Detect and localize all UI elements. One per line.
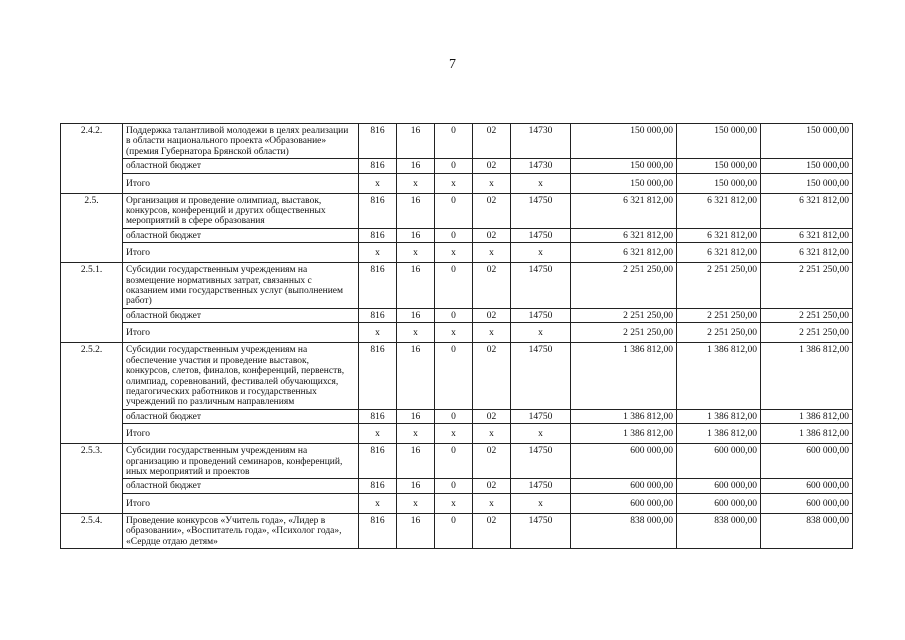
code-cell: 16 bbox=[397, 513, 435, 548]
amount-cell: 1 386 812,00 bbox=[677, 343, 761, 409]
empty-cell bbox=[61, 424, 123, 444]
code-cell: 02 bbox=[473, 124, 511, 159]
amount-cell: 600 000,00 bbox=[677, 493, 761, 513]
table-row bbox=[61, 444, 853, 479]
amount-cell: 600 000,00 bbox=[677, 479, 761, 493]
code-cell: x bbox=[511, 243, 571, 263]
item-name: Проведение конкурсов «Учитель года», «Лидер в образовании», «Воспитатель года», «Психолог года», «Сердце отдаю детям» bbox=[123, 513, 359, 548]
amount-cell: 150 000,00 bbox=[571, 159, 677, 173]
code-cell: 0 bbox=[435, 343, 473, 409]
code-cell: 0 bbox=[435, 193, 473, 228]
code-cell: 816 bbox=[359, 308, 397, 322]
code-cell: 816 bbox=[359, 193, 397, 228]
code-cell: x bbox=[435, 493, 473, 513]
empty-cell bbox=[61, 159, 123, 173]
table-row bbox=[61, 308, 853, 322]
amount-cell: 2 251 250,00 bbox=[761, 263, 853, 309]
total-label: Итого bbox=[123, 243, 359, 263]
code-cell: x bbox=[511, 323, 571, 343]
code-cell: x bbox=[473, 243, 511, 263]
item-name: Поддержка талантливой молодежи в целях реализации в области национального проекта «Образование» (премия Губернатора Брянской области) bbox=[123, 124, 359, 159]
amount-cell: 600 000,00 bbox=[761, 479, 853, 493]
code-cell: x bbox=[473, 173, 511, 193]
amount-cell: 6 321 812,00 bbox=[677, 243, 761, 263]
code-cell: x bbox=[397, 243, 435, 263]
amount-cell: 600 000,00 bbox=[571, 493, 677, 513]
table-row bbox=[61, 513, 853, 548]
code-cell: 02 bbox=[473, 409, 511, 423]
code-cell: 16 bbox=[397, 444, 435, 479]
code-cell: 14730 bbox=[511, 159, 571, 173]
code-cell: 0 bbox=[435, 228, 473, 242]
table-row bbox=[61, 479, 853, 493]
amount-cell: 1 386 812,00 bbox=[571, 424, 677, 444]
amount-cell: 600 000,00 bbox=[761, 493, 853, 513]
table-row bbox=[61, 228, 853, 242]
amount-cell: 2 251 250,00 bbox=[677, 323, 761, 343]
table-row bbox=[61, 193, 853, 228]
code-cell: 14750 bbox=[511, 193, 571, 228]
amount-cell: 600 000,00 bbox=[571, 444, 677, 479]
code-cell: 14750 bbox=[511, 479, 571, 493]
total-label: Итого bbox=[123, 493, 359, 513]
empty-cell bbox=[61, 323, 123, 343]
amount-cell: 6 321 812,00 bbox=[761, 193, 853, 228]
code-cell: 14750 bbox=[511, 409, 571, 423]
code-cell: 14750 bbox=[511, 343, 571, 409]
code-cell: 14730 bbox=[511, 124, 571, 159]
code-cell: 16 bbox=[397, 193, 435, 228]
code-cell: x bbox=[511, 173, 571, 193]
amount-cell: 1 386 812,00 bbox=[677, 409, 761, 423]
code-cell: x bbox=[435, 424, 473, 444]
amount-cell: 2 251 250,00 bbox=[571, 308, 677, 322]
code-cell: x bbox=[511, 493, 571, 513]
code-cell: 14750 bbox=[511, 513, 571, 548]
amount-cell: 6 321 812,00 bbox=[677, 228, 761, 242]
budget-label: областной бюджет bbox=[123, 409, 359, 423]
code-cell: 816 bbox=[359, 513, 397, 548]
code-cell: 816 bbox=[359, 228, 397, 242]
amount-cell: 150 000,00 bbox=[677, 124, 761, 159]
table-row bbox=[61, 343, 853, 409]
code-cell: 16 bbox=[397, 308, 435, 322]
amount-cell: 1 386 812,00 bbox=[571, 343, 677, 409]
empty-cell bbox=[61, 409, 123, 423]
code-cell: 0 bbox=[435, 513, 473, 548]
empty-cell bbox=[61, 308, 123, 322]
amount-cell: 600 000,00 bbox=[571, 479, 677, 493]
amount-cell: 1 386 812,00 bbox=[571, 409, 677, 423]
item-name: Субсидии государственным учреждениям на возмещение нормативных затрат, связанных с оказанием ими государственных услуг (выполнением работ) bbox=[123, 263, 359, 309]
empty-cell bbox=[61, 243, 123, 263]
amount-cell: 1 386 812,00 bbox=[677, 424, 761, 444]
code-cell: x bbox=[359, 243, 397, 263]
amount-cell: 150 000,00 bbox=[571, 124, 677, 159]
code-cell: x bbox=[397, 323, 435, 343]
amount-cell: 6 321 812,00 bbox=[571, 228, 677, 242]
amount-cell: 838 000,00 bbox=[761, 513, 853, 548]
amount-cell: 2 251 250,00 bbox=[677, 308, 761, 322]
code-cell: 16 bbox=[397, 409, 435, 423]
code-cell: 02 bbox=[473, 513, 511, 548]
code-cell: x bbox=[359, 323, 397, 343]
code-cell: 816 bbox=[359, 409, 397, 423]
code-cell: 02 bbox=[473, 479, 511, 493]
table-row bbox=[61, 323, 853, 343]
amount-cell: 6 321 812,00 bbox=[677, 193, 761, 228]
code-cell: 14750 bbox=[511, 228, 571, 242]
amount-cell: 150 000,00 bbox=[571, 173, 677, 193]
code-cell: 0 bbox=[435, 263, 473, 309]
amount-cell: 838 000,00 bbox=[677, 513, 761, 548]
code-cell: 02 bbox=[473, 343, 511, 409]
code-cell: x bbox=[397, 424, 435, 444]
code-cell: 02 bbox=[473, 228, 511, 242]
amount-cell: 2 251 250,00 bbox=[677, 263, 761, 309]
code-cell: 16 bbox=[397, 124, 435, 159]
budget-label: областной бюджет bbox=[123, 228, 359, 242]
code-cell: 16 bbox=[397, 479, 435, 493]
code-cell: x bbox=[359, 493, 397, 513]
code-cell: x bbox=[473, 424, 511, 444]
table-row bbox=[61, 424, 853, 444]
code-cell: 816 bbox=[359, 444, 397, 479]
amount-cell: 1 386 812,00 bbox=[761, 343, 853, 409]
table-row bbox=[61, 409, 853, 423]
code-cell: 0 bbox=[435, 479, 473, 493]
item-name: Субсидии государственным учреждениям на обеспечение участия и проведение выставок, конкурсов, слетов, финалов, конференций, первенств, олимпиад, соревнований, фестивалей обучающихся, педагогических работников и государственных учреждений по различным направлениям bbox=[123, 343, 359, 409]
table-row bbox=[61, 173, 853, 193]
item-name: Организация и проведение олимпиад, выставок, конкурсов, конференций и других общественных мероприятий в сфере образования bbox=[123, 193, 359, 228]
code-cell: 816 bbox=[359, 343, 397, 409]
code-cell: 816 bbox=[359, 479, 397, 493]
amount-cell: 150 000,00 bbox=[761, 173, 853, 193]
budget-table bbox=[60, 123, 853, 549]
code-cell: 14750 bbox=[511, 444, 571, 479]
amount-cell: 2 251 250,00 bbox=[761, 308, 853, 322]
code-cell: 0 bbox=[435, 124, 473, 159]
code-cell: x bbox=[511, 424, 571, 444]
code-cell: 0 bbox=[435, 159, 473, 173]
code-cell: x bbox=[397, 493, 435, 513]
amount-cell: 2 251 250,00 bbox=[761, 323, 853, 343]
code-cell: 02 bbox=[473, 159, 511, 173]
page-number: 7 bbox=[449, 57, 456, 72]
table-row bbox=[61, 243, 853, 263]
item-number: 2.5.4. bbox=[61, 513, 123, 548]
amount-cell: 2 251 250,00 bbox=[571, 323, 677, 343]
code-cell: x bbox=[397, 173, 435, 193]
code-cell: x bbox=[473, 493, 511, 513]
code-cell: 16 bbox=[397, 159, 435, 173]
code-cell: x bbox=[435, 173, 473, 193]
code-cell: x bbox=[473, 323, 511, 343]
total-label: Итого bbox=[123, 323, 359, 343]
code-cell: 16 bbox=[397, 343, 435, 409]
empty-cell bbox=[61, 228, 123, 242]
code-cell: 16 bbox=[397, 228, 435, 242]
amount-cell: 1 386 812,00 bbox=[761, 409, 853, 423]
total-label: Итого bbox=[123, 173, 359, 193]
amount-cell: 150 000,00 bbox=[677, 159, 761, 173]
amount-cell: 6 321 812,00 bbox=[571, 243, 677, 263]
table-row bbox=[61, 159, 853, 173]
code-cell: x bbox=[435, 323, 473, 343]
empty-cell bbox=[61, 173, 123, 193]
amount-cell: 600 000,00 bbox=[677, 444, 761, 479]
amount-cell: 600 000,00 bbox=[761, 444, 853, 479]
table-row bbox=[61, 493, 853, 513]
amount-cell: 2 251 250,00 bbox=[571, 263, 677, 309]
total-label: Итого bbox=[123, 424, 359, 444]
budget-label: областной бюджет bbox=[123, 159, 359, 173]
item-number: 2.5.2. bbox=[61, 343, 123, 409]
code-cell: 16 bbox=[397, 263, 435, 309]
code-cell: x bbox=[435, 243, 473, 263]
code-cell: 0 bbox=[435, 308, 473, 322]
table-row bbox=[61, 263, 853, 309]
amount-cell: 6 321 812,00 bbox=[571, 193, 677, 228]
item-number: 2.5. bbox=[61, 193, 123, 228]
code-cell: 816 bbox=[359, 124, 397, 159]
code-cell: 02 bbox=[473, 263, 511, 309]
amount-cell: 6 321 812,00 bbox=[761, 228, 853, 242]
code-cell: 14750 bbox=[511, 263, 571, 309]
budget-label: областной бюджет bbox=[123, 308, 359, 322]
code-cell: 02 bbox=[473, 193, 511, 228]
amount-cell: 150 000,00 bbox=[677, 173, 761, 193]
item-number: 2.5.1. bbox=[61, 263, 123, 309]
item-number: 2.4.2. bbox=[61, 124, 123, 159]
code-cell: 02 bbox=[473, 444, 511, 479]
code-cell: 816 bbox=[359, 159, 397, 173]
empty-cell bbox=[61, 493, 123, 513]
code-cell: 14750 bbox=[511, 308, 571, 322]
code-cell: x bbox=[359, 173, 397, 193]
amount-cell: 838 000,00 bbox=[571, 513, 677, 548]
amount-cell: 150 000,00 bbox=[761, 124, 853, 159]
amount-cell: 6 321 812,00 bbox=[761, 243, 853, 263]
code-cell: 816 bbox=[359, 263, 397, 309]
budget-label: областной бюджет bbox=[123, 479, 359, 493]
code-cell: 02 bbox=[473, 308, 511, 322]
code-cell: x bbox=[359, 424, 397, 444]
code-cell: 0 bbox=[435, 444, 473, 479]
amount-cell: 1 386 812,00 bbox=[761, 424, 853, 444]
item-number: 2.5.3. bbox=[61, 444, 123, 479]
item-name: Субсидии государственным учреждениям на организацию и проведений семинаров, конференций, иных мероприятий и проектов bbox=[123, 444, 359, 479]
table-row bbox=[61, 124, 853, 159]
code-cell: 0 bbox=[435, 409, 473, 423]
amount-cell: 150 000,00 bbox=[761, 159, 853, 173]
empty-cell bbox=[61, 479, 123, 493]
